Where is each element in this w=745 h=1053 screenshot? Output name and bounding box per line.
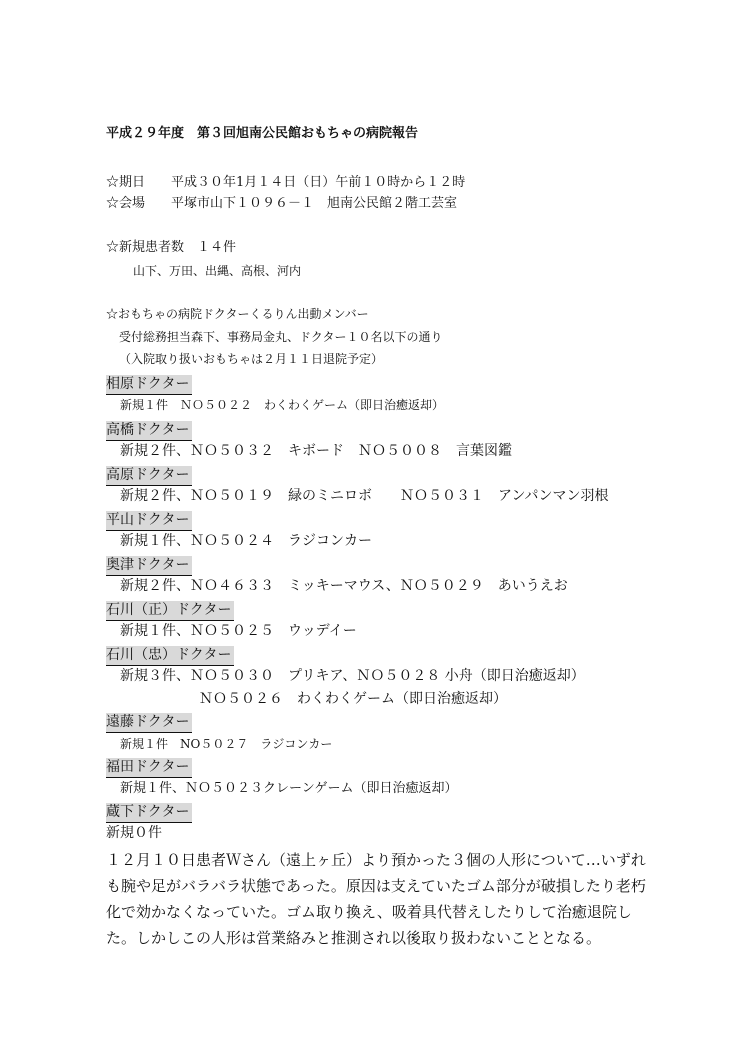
doctor-name-aihara: 相原ドクター [106,375,192,395]
new-patients-line: ☆新規患者数 １４件 [106,240,237,255]
doctor-name-ishikawa-sei: 石川（正）ドクター [106,601,234,621]
doctor-name-kurashita: 蔵下ドクター [106,803,192,823]
doctor-name-hirayama: 平山ドクター [106,511,192,531]
doctor-entry-takahara: 新規２件、ＮＯ５０１９ 緑のミニロボ ＮＯ５０３１ アンパンマン羽根 [120,488,609,504]
discharge-note: （入院取り扱いおもちゃは２月１１日退院予定） [119,352,384,366]
doctor-entry-hirayama: 新規１件、ＮＯ５０２４ ラジコンカー [120,533,372,549]
members-heading: ☆おもちゃの病院ドクターくるりん出動メンバー [106,307,369,321]
doctor-name-okutsu: 奥津ドクター [106,556,192,576]
doctor-name-takahara: 高原ドクター [106,466,192,486]
date-line: ☆期日 平成３０年1月１４日（日）午前１０時から１２時 [106,175,466,190]
doctor-entry-endo: 新規１件 NO５０２７ ラジコンカー [120,737,333,751]
report-title: 平成２９年度 第３回旭南公民館おもちゃの病院報告 [106,126,419,141]
doctor-entry-aihara: 新規１件 ＮＯ５０２２ わくわくゲーム（即日治癒返却） [120,398,445,412]
doctor-name-fukuda: 福田ドクター [106,758,192,778]
members-line: 受付総務担当森下、事務局金丸、ドクター１０名以下の通り [119,330,443,344]
doctor-name-takahashi: 高橋ドクター [106,421,192,441]
doctor-entry-ishikawa-sei: 新規１件、ＮＯ５０２５ ウッデイー [120,623,357,639]
areas-line: 山下、万田、出縄、高根、河内 [133,264,302,278]
doctor-name-endo: 遠藤ドクター [106,713,192,733]
venue-line: ☆会場 平塚市山下１０９６－１ 旭南公民館２階工芸室 [106,196,458,211]
doctor-name-ishikawa-chu: 石川（忠）ドクター [106,646,234,666]
doctor-entry-ishikawa-chu-2: ＮＯ５０２６ わくわくゲーム（即日治癒返却） [199,691,507,707]
doctor-entry-takahashi: 新規２件、ＮＯ５０３２ キボード ＮＯ５００８ 言葉図鑑 [120,443,512,459]
doctor-entry-okutsu: 新規２件、ＮＯ４６３３ ミッキーマウス、ＮＯ５０２９ あいうえお [120,578,568,594]
doctor-entry-ishikawa-chu-1: 新規３件、ＮＯ５０３０ プリキア、ＮＯ５０２８ 小舟（即日治癒返却） [120,668,585,684]
doctor-entry-fukuda: 新規１件、ＮＯ５０２３クレーンゲーム（即日治癒返却） [120,781,458,796]
doctor-entry-kurashita: 新規０件 [106,825,162,841]
closing-paragraph: １２月１０日患者Ｗさん（遠上ヶ丘）より預かった３個の人形について…いずれも腕や足がバラバラ状態であった。原因は支えていたゴム部分が破損したり老朽化で効かなくなっていた。ゴム取り換え、吸着具代替えしたりして治癒退院した。しかしこの人形は営業絡みと推測され以後取り扱わないこととなる。 [106,851,646,947]
